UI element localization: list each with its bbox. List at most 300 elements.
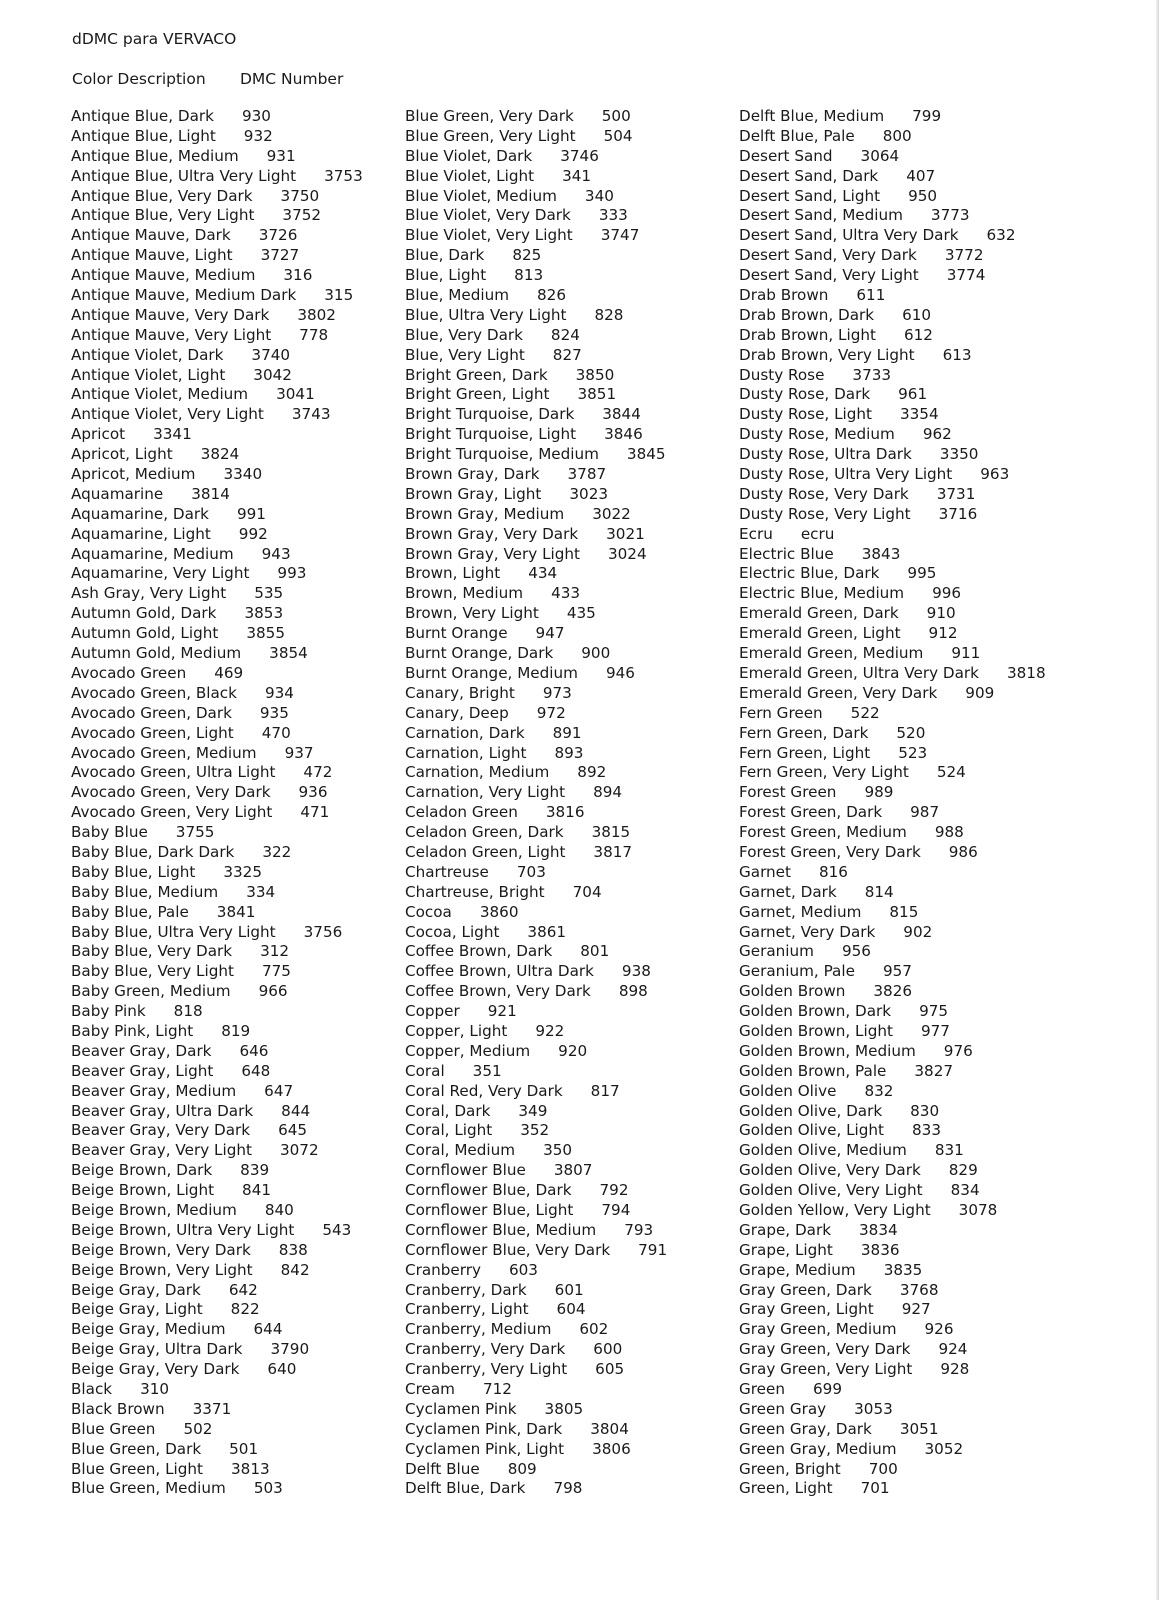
color-entry — [71, 147, 401, 167]
dmc-number: 3354 — [899, 405, 939, 424]
color-entry — [405, 624, 735, 644]
dmc-number: 501 — [229, 1439, 259, 1458]
dmc-number: 602 — [579, 1320, 609, 1339]
color-description: Avocado Green — [71, 663, 187, 682]
color-description: Garnet, Very Dark — [739, 922, 876, 941]
color-entry — [405, 465, 735, 485]
dmc-number: ecru — [800, 524, 835, 543]
dmc-number: 827 — [552, 345, 582, 364]
dmc-number: 911 — [951, 644, 981, 663]
color-description: Avocado Green, Ultra Light — [71, 763, 276, 782]
dmc-number: 350 — [543, 1141, 573, 1160]
color-entry — [405, 246, 735, 266]
color-description: Forest Green, Dark — [739, 803, 883, 822]
dmc-number: 893 — [554, 743, 584, 762]
dmc-number: 647 — [264, 1081, 294, 1100]
color-description: Baby Blue, Ultra Very Light — [71, 922, 276, 941]
dmc-number: 433 — [551, 584, 581, 603]
color-description: Cranberry, Light — [405, 1300, 529, 1319]
color-entry — [405, 783, 735, 803]
color-description: Carnation, Medium — [405, 763, 550, 782]
dmc-number: 898 — [618, 982, 648, 1001]
dmc-number: 3806 — [592, 1439, 631, 1458]
color-description: Blue Green, Very Light — [405, 126, 576, 145]
color-description: Blue, Very Light — [405, 345, 525, 364]
color-description: Cranberry — [405, 1260, 481, 1279]
dmc-number: 407 — [906, 166, 936, 185]
dmc-number: 699 — [813, 1380, 842, 1398]
dmc-number: 838 — [278, 1240, 308, 1259]
color-description: Avocado Green, Light — [71, 723, 234, 742]
dmc-number: 613 — [942, 345, 972, 364]
color-description: Blue Green, Dark — [71, 1439, 202, 1458]
color-entry — [739, 286, 1069, 306]
color-description: Drab Brown, Very Light — [739, 345, 915, 364]
dmc-number: 543 — [322, 1220, 352, 1239]
dmc-number: 3021 — [606, 524, 645, 543]
color-description: Black — [71, 1380, 113, 1398]
dmc-number: 920 — [558, 1041, 588, 1060]
dmc-number: 824 — [550, 325, 580, 344]
color-description: Antique Violet, Dark — [71, 345, 224, 364]
color-description: Aquamarine, Light — [71, 524, 211, 543]
color-entry — [739, 982, 1069, 1002]
color-description: Antique Blue, Very Light — [71, 206, 255, 225]
color-description: Desert Sand, Dark — [739, 166, 879, 185]
color-entry — [71, 306, 401, 326]
color-entry — [405, 1440, 735, 1460]
color-description: Desert Sand, Medium — [739, 206, 903, 225]
color-description: Golden Brown, Dark — [739, 1002, 892, 1021]
dmc-number: 840 — [264, 1200, 294, 1219]
color-description: Beaver Gray, Dark — [71, 1041, 212, 1060]
color-entry — [71, 1420, 401, 1440]
color-entry — [71, 1082, 401, 1102]
dmc-number: 826 — [537, 286, 566, 305]
color-entry — [405, 107, 735, 127]
color-description: Avocado Green, Medium — [71, 743, 257, 762]
color-column-2 — [405, 107, 735, 1499]
color-entry — [739, 1002, 1069, 1022]
color-description: Beaver Gray, Very Light — [71, 1141, 252, 1160]
color-entry — [71, 823, 401, 843]
dmc-number: 3787 — [567, 465, 607, 484]
dmc-number: 700 — [868, 1459, 898, 1478]
dmc-number: 3023 — [569, 484, 609, 503]
color-description: Brown Gray, Dark — [405, 465, 540, 484]
color-description: Cyclamen Pink — [405, 1399, 517, 1418]
dmc-number: 3816 — [545, 803, 585, 822]
color-entry — [405, 684, 735, 704]
color-entry — [405, 1042, 735, 1062]
dmc-number: 3740 — [251, 345, 291, 364]
dmc-number: 3836 — [860, 1240, 900, 1259]
dmc-number: 3733 — [852, 365, 892, 384]
color-description: Coral, Light — [405, 1121, 493, 1140]
color-description: Celadon Green, Light — [405, 842, 566, 861]
dmc-number: 976 — [943, 1041, 973, 1060]
dmc-number: 900 — [581, 644, 611, 663]
dmc-number: 928 — [940, 1360, 970, 1379]
color-entry — [71, 584, 401, 604]
color-description: Celadon Green, Dark — [405, 823, 564, 842]
color-entry — [739, 624, 1069, 644]
dmc-number: 963 — [980, 465, 1010, 484]
dmc-number: 640 — [267, 1360, 297, 1379]
color-description: Golden Brown — [739, 982, 846, 1001]
dmc-number: 819 — [221, 1021, 251, 1040]
dmc-number: 502 — [183, 1419, 213, 1438]
color-description: Grape, Light — [739, 1240, 833, 1259]
dmc-number: 604 — [556, 1300, 586, 1319]
color-description: Baby Pink, Light — [71, 1021, 194, 1040]
color-entry — [739, 385, 1069, 405]
color-entry — [71, 445, 401, 465]
color-description: Green — [739, 1380, 785, 1398]
color-description: Beige Gray, Medium — [71, 1320, 226, 1339]
dmc-number: 469 — [214, 663, 244, 682]
dmc-number: 3815 — [591, 823, 631, 842]
color-description: Blue Green, Medium — [71, 1479, 226, 1498]
dmc-number: 818 — [173, 1002, 203, 1021]
dmc-number: 535 — [254, 584, 284, 603]
color-entry — [739, 783, 1069, 803]
color-entry — [71, 724, 401, 744]
header-color-description: Color Description — [72, 70, 206, 88]
color-entry — [405, 1002, 735, 1022]
color-description: Bright Green, Dark — [405, 365, 548, 384]
color-entry — [71, 525, 401, 545]
color-description: Golden Olive, Medium — [739, 1141, 907, 1160]
dmc-number: 646 — [239, 1041, 269, 1060]
dmc-number: 3064 — [860, 146, 900, 165]
color-entry — [739, 1121, 1069, 1141]
dmc-number: 603 — [508, 1260, 538, 1279]
color-entry — [739, 1181, 1069, 1201]
color-entry — [71, 326, 401, 346]
color-description: Canary, Deep — [405, 703, 509, 722]
color-entry — [405, 1141, 735, 1161]
color-entry — [71, 1221, 401, 1241]
dmc-number: 943 — [261, 544, 291, 563]
color-entry — [71, 1161, 401, 1181]
dmc-number: 310 — [140, 1380, 170, 1398]
dmc-number: 993 — [277, 564, 307, 583]
dmc-number: 503 — [253, 1479, 283, 1498]
color-description: Dusty Rose — [739, 365, 825, 384]
color-entry — [71, 1141, 401, 1161]
color-column-1 — [71, 107, 401, 1499]
dmc-number: 973 — [542, 683, 572, 702]
dmc-number: 926 — [924, 1320, 954, 1339]
color-entry — [71, 385, 401, 405]
dmc-number: 3716 — [938, 504, 978, 523]
color-entry — [71, 1281, 401, 1301]
color-entry — [739, 1022, 1069, 1042]
color-entry — [405, 1181, 735, 1201]
dmc-number: 3813 — [231, 1459, 270, 1478]
dmc-number: 792 — [599, 1181, 629, 1200]
color-description: Forest Green — [739, 783, 837, 802]
color-description: Cornflower Blue, Medium — [405, 1220, 597, 1239]
dmc-number: 793 — [624, 1220, 654, 1239]
color-entry — [739, 1360, 1069, 1380]
dmc-number: 801 — [580, 942, 610, 961]
color-entry — [739, 1320, 1069, 1340]
color-description: Antique Blue, Dark — [71, 107, 214, 125]
color-description: Dusty Rose, Ultra Dark — [739, 445, 912, 464]
color-description: Dusty Rose, Medium — [739, 425, 895, 444]
color-entry — [739, 246, 1069, 266]
color-description: Aquamarine — [71, 484, 164, 503]
dmc-number: 3341 — [153, 425, 192, 444]
color-entry — [739, 505, 1069, 525]
color-entry — [739, 1380, 1069, 1400]
color-entry — [71, 1360, 401, 1380]
dmc-number: 322 — [262, 842, 292, 861]
color-entry — [71, 564, 401, 584]
color-description: Dusty Rose, Very Light — [739, 504, 911, 523]
color-description: Grape, Medium — [739, 1260, 856, 1279]
dmc-number: 3041 — [276, 385, 315, 404]
dmc-number: 936 — [298, 783, 328, 802]
dmc-number: 957 — [882, 962, 912, 981]
color-entry — [405, 863, 735, 883]
color-description: Golden Olive, Very Light — [739, 1181, 923, 1200]
dmc-number: 3042 — [253, 365, 292, 384]
color-entry — [405, 982, 735, 1002]
color-entry — [405, 1102, 735, 1122]
dmc-number: 891 — [552, 723, 582, 742]
dmc-number: 524 — [936, 763, 966, 782]
color-description: Emerald Green, Light — [739, 624, 901, 643]
color-description: Gray Green, Dark — [739, 1280, 872, 1299]
color-description: Cyclamen Pink, Dark — [405, 1419, 563, 1438]
color-entry — [71, 903, 401, 923]
color-entry — [739, 1479, 1069, 1499]
dmc-number: 932 — [243, 126, 273, 145]
dmc-number: 3845 — [626, 445, 666, 464]
color-entry — [405, 326, 735, 346]
dmc-number: 3052 — [924, 1439, 964, 1458]
dmc-number: 3755 — [175, 823, 215, 842]
color-description: Desert Sand, Light — [739, 186, 881, 205]
color-entry — [71, 1042, 401, 1062]
dmc-number: 986 — [948, 842, 978, 861]
color-entry — [405, 724, 735, 744]
color-description: Fern Green, Very Light — [739, 763, 909, 782]
color-entry — [405, 445, 735, 465]
color-description: Cranberry, Medium — [405, 1320, 552, 1339]
dmc-number: 842 — [280, 1260, 310, 1279]
dmc-number: 931 — [266, 146, 296, 165]
dmc-number: 3804 — [590, 1419, 629, 1438]
color-description: Beaver Gray, Light — [71, 1061, 214, 1080]
color-entry — [405, 545, 735, 565]
color-description: Emerald Green, Dark — [739, 604, 899, 623]
dmc-number: 3814 — [191, 484, 230, 503]
dmc-number: 791 — [638, 1240, 668, 1259]
dmc-number: 816 — [818, 862, 848, 881]
color-entry — [739, 425, 1069, 445]
color-entry — [71, 246, 401, 266]
dmc-number: 794 — [601, 1200, 631, 1219]
color-entry — [405, 1261, 735, 1281]
color-description: Avocado Green, Black — [71, 683, 237, 702]
dmc-number: 610 — [902, 305, 932, 324]
color-description: Golden Brown, Medium — [739, 1041, 916, 1060]
color-entry — [405, 366, 735, 386]
dmc-number: 3851 — [577, 385, 617, 404]
color-entry — [71, 1121, 401, 1141]
color-entry — [739, 525, 1069, 545]
color-description: Electric Blue, Dark — [739, 564, 880, 583]
color-entry — [739, 326, 1069, 346]
dmc-number: 3807 — [553, 1161, 593, 1180]
dmc-number: 611 — [856, 286, 886, 305]
color-entry — [739, 684, 1069, 704]
color-description: Coral Red, Very Dark — [405, 1081, 563, 1100]
color-description: Blue, Dark — [405, 246, 485, 265]
color-description: Antique Blue, Medium — [71, 146, 239, 165]
color-description: Baby Blue, Dark Dark — [71, 842, 235, 861]
color-description: Golden Brown, Pale — [739, 1061, 887, 1080]
color-entry — [739, 346, 1069, 366]
color-entry — [739, 1400, 1069, 1420]
dmc-number: 470 — [261, 723, 291, 742]
dmc-number: 3843 — [861, 544, 901, 563]
color-description: Golden Olive, Light — [739, 1121, 885, 1140]
color-entry — [739, 1141, 1069, 1161]
color-entry — [71, 1300, 401, 1320]
color-description: Baby Blue, Pale — [71, 902, 189, 921]
color-description: Antique Mauve, Medium — [71, 266, 256, 285]
color-description: Fern Green, Light — [739, 743, 871, 762]
color-entry — [739, 405, 1069, 425]
color-entry — [405, 763, 735, 783]
color-entry — [739, 1440, 1069, 1460]
color-entry — [405, 226, 735, 246]
dmc-number: 946 — [605, 663, 635, 682]
color-description: Carnation, Light — [405, 743, 527, 762]
color-entry — [71, 286, 401, 306]
color-description: Antique Mauve, Dark — [71, 226, 231, 245]
dmc-number: 892 — [577, 763, 607, 782]
color-description: Electric Blue, Medium — [739, 584, 905, 603]
color-entry — [405, 127, 735, 147]
color-description: Cornflower Blue, Very Dark — [405, 1240, 611, 1259]
color-entry — [405, 425, 735, 445]
color-entry — [405, 564, 735, 584]
color-entry — [739, 843, 1069, 863]
color-description: Coffee Brown, Dark — [405, 942, 553, 961]
dmc-number: 312 — [260, 942, 290, 961]
color-description: Emerald Green, Ultra Very Dark — [739, 663, 979, 682]
color-entry — [405, 1479, 735, 1499]
dmc-number: 977 — [920, 1021, 950, 1040]
dmc-number: 938 — [621, 962, 651, 981]
color-description: Black Brown — [71, 1399, 165, 1418]
color-description: Antique Violet, Very Light — [71, 405, 264, 424]
color-entry — [739, 445, 1069, 465]
color-entry — [405, 1201, 735, 1221]
color-description: Blue Violet, Very Light — [405, 226, 573, 245]
color-description: Beige Brown, Very Light — [71, 1260, 253, 1279]
color-description: Electric Blue — [739, 544, 834, 563]
dmc-number: 966 — [258, 982, 288, 1001]
dmc-number: 3727 — [260, 246, 300, 265]
color-description: Cocoa — [405, 902, 452, 921]
color-entry — [405, 266, 735, 286]
dmc-number: 947 — [535, 624, 565, 643]
color-entry — [71, 425, 401, 445]
color-entry — [71, 366, 401, 386]
color-entry — [71, 1062, 401, 1082]
dmc-number: 3756 — [303, 922, 343, 941]
color-entry — [739, 206, 1069, 226]
color-description: Brown Gray, Medium — [405, 504, 565, 523]
color-description: Antique Violet, Light — [71, 365, 226, 384]
dmc-number: 3750 — [280, 186, 320, 205]
color-entry — [405, 1221, 735, 1241]
color-entry — [739, 1062, 1069, 1082]
dmc-number: 3773 — [930, 206, 970, 225]
color-description: Brown Gray, Light — [405, 484, 542, 503]
color-entry — [739, 903, 1069, 923]
color-description: Bright Turquoise, Light — [405, 425, 577, 444]
color-entry — [71, 704, 401, 724]
color-entry — [71, 664, 401, 684]
color-entry — [405, 962, 735, 982]
color-entry — [739, 1082, 1069, 1102]
dmc-number: 828 — [594, 305, 624, 324]
color-entry — [739, 266, 1069, 286]
color-description: Green, Bright — [739, 1459, 841, 1478]
color-description: Baby Pink — [71, 1002, 146, 1021]
color-entry — [739, 306, 1069, 326]
header-dmc-number: DMC Number — [240, 70, 344, 88]
color-description: Dusty Rose, Dark — [739, 385, 871, 404]
color-description: Brown Gray, Very Light — [405, 544, 580, 563]
color-entry — [405, 385, 735, 405]
dmc-number: 3747 — [600, 226, 640, 245]
dmc-number: 3051 — [899, 1419, 939, 1438]
color-description: Green Gray, Medium — [739, 1439, 897, 1458]
dmc-number: 831 — [934, 1141, 964, 1160]
color-description: Gray Green, Light — [739, 1300, 874, 1319]
color-entry — [405, 187, 735, 207]
color-description: Apricot, Medium — [71, 465, 196, 484]
color-entry — [405, 843, 735, 863]
color-entry — [405, 704, 735, 724]
color-entry — [71, 962, 401, 982]
color-entry — [71, 883, 401, 903]
dmc-number: 814 — [864, 882, 894, 901]
color-entry — [405, 1300, 735, 1320]
color-entry — [71, 783, 401, 803]
dmc-number: 3743 — [291, 405, 331, 424]
color-entry — [739, 923, 1069, 943]
dmc-number: 822 — [230, 1300, 260, 1319]
color-description: Gray Green, Very Dark — [739, 1340, 911, 1359]
dmc-number: 3854 — [269, 644, 308, 663]
color-entry — [739, 704, 1069, 724]
color-description: Golden Olive — [739, 1081, 837, 1100]
dmc-number: 894 — [593, 783, 623, 802]
dmc-number: 3827 — [914, 1061, 954, 1080]
color-entry — [739, 604, 1069, 624]
color-entry — [739, 127, 1069, 147]
